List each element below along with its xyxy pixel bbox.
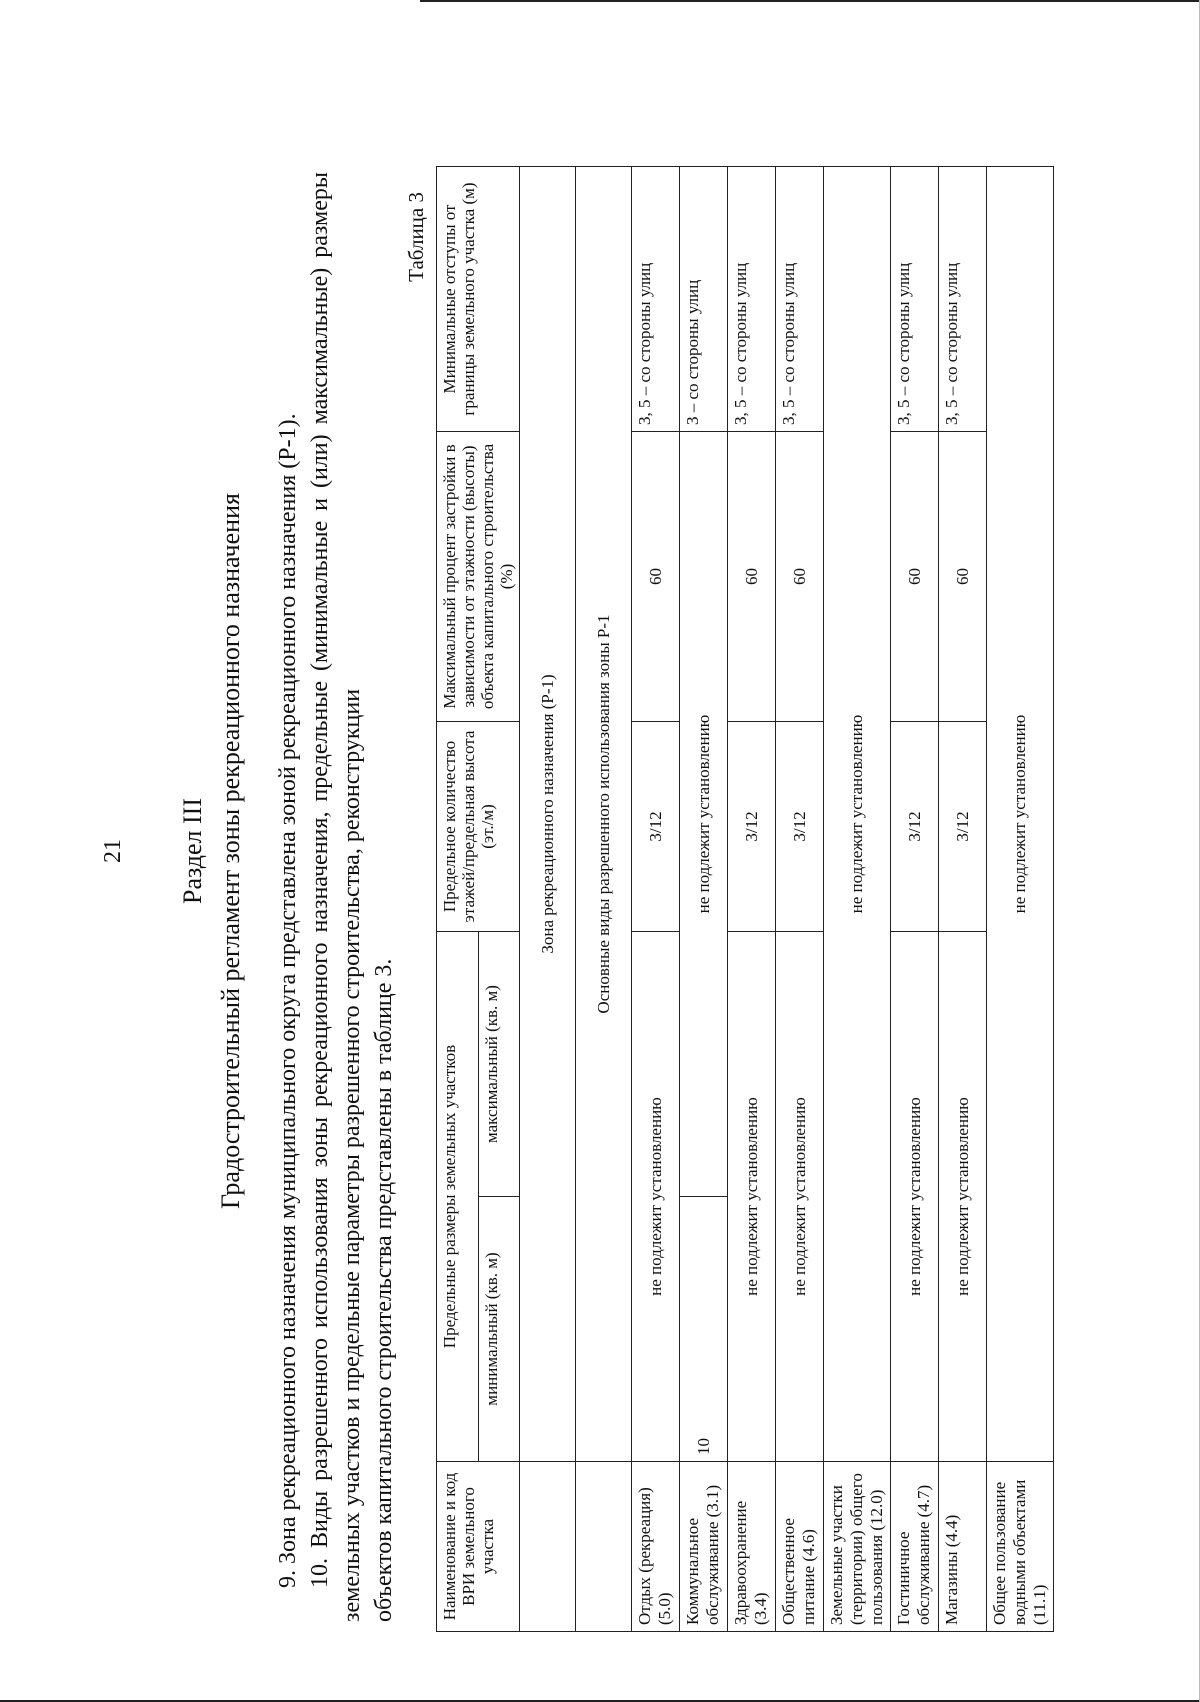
header-setback: Минимальные отступы от границы земельного участка (м) bbox=[437, 167, 520, 432]
row-name: Гостиничное обслуживание (4.7) bbox=[891, 1462, 939, 1632]
row-floors: 3/12 bbox=[891, 722, 939, 932]
row-floors: 3/12 bbox=[632, 722, 680, 932]
row-name: Коммунальное обслуживание (3.1) bbox=[680, 1462, 728, 1632]
row-plot-sizes: не подлежит установлению bbox=[776, 932, 824, 1462]
row-merged: не подлежит установлению bbox=[824, 167, 891, 1462]
row-coverage: 60 bbox=[728, 432, 776, 722]
paragraph-10-continued: объектов капитального строительства представлены в таблице 3. bbox=[371, 958, 397, 1622]
header-floors: Предельное количество этажей/предельная высота (эт./м) bbox=[437, 722, 520, 932]
paragraph-9: 9. Зона рекреационного назначения муниципального округа представлена зоной рекреационного назначения (Р-1). bbox=[275, 413, 301, 1588]
row-merged: не подлежит установлению bbox=[987, 167, 1054, 1462]
table-row bbox=[776, 167, 824, 1632]
row-plot-sizes: не подлежит установлению bbox=[939, 932, 987, 1462]
row-plot-sizes: не подлежит установлению bbox=[632, 932, 680, 1462]
row-setback: 3, 5 – со стороны улиц bbox=[776, 167, 824, 432]
table-header-row-1 bbox=[437, 167, 479, 1632]
row-floors: 3/12 bbox=[776, 722, 824, 932]
header-max: максимальный (кв. м) bbox=[478, 932, 520, 1197]
table-row bbox=[728, 167, 776, 1632]
zone-row bbox=[520, 167, 576, 1632]
row-setback: 3, 5 – со стороны улиц bbox=[939, 167, 987, 432]
header-min: минимальный (кв. м) bbox=[478, 1197, 520, 1462]
row-coverage: 60 bbox=[891, 432, 939, 722]
row-name: Магазины (4.4) bbox=[939, 1462, 987, 1632]
body-text bbox=[272, 172, 400, 1622]
header-name: Наименование и код ВРИ земельного участка bbox=[437, 1462, 520, 1632]
table-row bbox=[939, 167, 987, 1632]
row-setback: 3 – со стороны улиц bbox=[680, 167, 728, 432]
row-name: Здравоохранение (3.4) bbox=[728, 1462, 776, 1632]
row-floors: 3/12 bbox=[939, 722, 987, 932]
row-coverage: 60 bbox=[632, 432, 680, 722]
page-number: 21 bbox=[100, 839, 126, 863]
zone-row-empty bbox=[520, 1462, 576, 1632]
header-plot-sizes: Предельные размеры земельных участков bbox=[437, 932, 479, 1462]
row-name: Общее пользование водными объектами (11.1) bbox=[987, 1462, 1054, 1632]
row-name: Отдых (рекреация) (5.0) bbox=[632, 1462, 680, 1632]
row-plot-sizes: не подлежит установлению bbox=[891, 932, 939, 1462]
table-row bbox=[680, 167, 728, 1632]
section-subtitle: Градостроительный регламент зоны рекреационного назначения bbox=[216, 493, 245, 1209]
table-caption: Таблица 3 bbox=[404, 192, 428, 282]
subsection-row-label: Основные виды разрешенного использования зоны Р-1 bbox=[576, 167, 632, 1462]
row-setback: 3, 5 – со стороны улиц bbox=[728, 167, 776, 432]
table-row bbox=[632, 167, 680, 1632]
paragraph-10: 10. Виды разрешенного использования зоны рекреационного назначения, предельные (минимальные и (или) максимальные) размеры земельных участков и предельные параметры разрешенного строительства, реконструкции bbox=[307, 172, 365, 1622]
row-name: Общественное питание (4.6) bbox=[776, 1462, 824, 1632]
row-floors: 3/12 bbox=[728, 722, 776, 932]
row-setback: 3, 5 – со стороны улиц bbox=[891, 167, 939, 432]
header-coverage: Максимальный процент застройки в зависимости от этажности (высоты) объекта капитального строительства (%) bbox=[437, 432, 520, 722]
regulation-table bbox=[436, 166, 1054, 1632]
row-coverage: 60 bbox=[776, 432, 824, 722]
row-min: 10 bbox=[680, 1197, 728, 1462]
row-plot-sizes: не подлежит установлению bbox=[728, 932, 776, 1462]
subsection-row-empty bbox=[576, 1462, 632, 1632]
row-name: Земельные участки (территории) общего пользования (12.0) bbox=[824, 1462, 891, 1632]
table-row bbox=[891, 167, 939, 1632]
row-setback: 3, 5 – со стороны улиц bbox=[632, 167, 680, 432]
subsection-row bbox=[576, 167, 632, 1632]
row-coverage: 60 bbox=[939, 432, 987, 722]
table-row bbox=[824, 167, 891, 1632]
section-title: Раздел III bbox=[178, 797, 207, 905]
row-max-floors-coverage: не подлежит установлению bbox=[680, 432, 728, 1197]
table-row bbox=[987, 167, 1054, 1632]
zone-row-label: Зона рекреационного назначения (Р-1) bbox=[520, 167, 576, 1462]
